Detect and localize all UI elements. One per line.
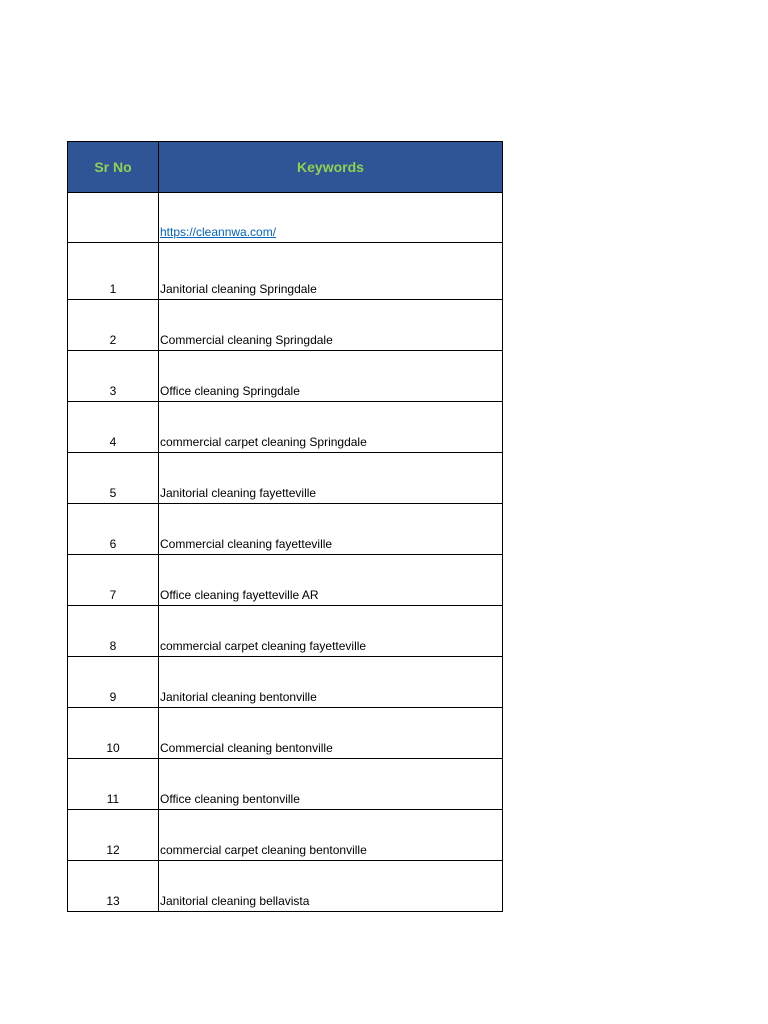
table-row <box>68 606 503 657</box>
sr-cell: 10 <box>68 708 159 759</box>
header-sr-no: Sr No <box>68 142 159 193</box>
site-url-link[interactable]: https://cleannwa.com/ <box>160 225 277 239</box>
table-row <box>68 402 503 453</box>
sr-cell: 8 <box>68 606 159 657</box>
table-row <box>68 351 503 402</box>
keyword-cell: Commercial cleaning bentonville <box>159 708 503 759</box>
sr-cell: 7 <box>68 555 159 606</box>
keyword-cell: commercial carpet cleaning Springdale <box>159 402 503 453</box>
header-row <box>68 142 503 193</box>
keyword-cell: Janitorial cleaning Springdale <box>159 243 503 300</box>
sr-cell: 2 <box>68 300 159 351</box>
sr-cell: 3 <box>68 351 159 402</box>
keyword-cell: Office cleaning Springdale <box>159 351 503 402</box>
table-row <box>68 861 503 912</box>
keyword-cell: commercial carpet cleaning fayetteville <box>159 606 503 657</box>
sr-cell: 9 <box>68 657 159 708</box>
url-row <box>68 193 503 243</box>
url-row-sr-cell <box>68 193 159 243</box>
keyword-cell: Janitorial cleaning bellavista <box>159 861 503 912</box>
keywords-table <box>67 141 503 912</box>
table-row <box>68 657 503 708</box>
sr-cell: 11 <box>68 759 159 810</box>
keyword-cell: Office cleaning bentonville <box>159 759 503 810</box>
table-row <box>68 810 503 861</box>
keyword-cell: Janitorial cleaning fayetteville <box>159 453 503 504</box>
table-row <box>68 504 503 555</box>
sr-cell: 5 <box>68 453 159 504</box>
sr-cell: 12 <box>68 810 159 861</box>
keyword-cell: commercial carpet cleaning bentonville <box>159 810 503 861</box>
table-row <box>68 300 503 351</box>
table-row <box>68 708 503 759</box>
sr-cell: 13 <box>68 861 159 912</box>
sr-cell: 6 <box>68 504 159 555</box>
sr-cell: 4 <box>68 402 159 453</box>
keyword-cell: Janitorial cleaning bentonville <box>159 657 503 708</box>
sr-cell: 1 <box>68 243 159 300</box>
header-keywords: Keywords <box>159 142 503 193</box>
keyword-cell: Commercial cleaning Springdale <box>159 300 503 351</box>
table-row <box>68 555 503 606</box>
keyword-cell: Commercial cleaning fayetteville <box>159 504 503 555</box>
url-row-link-cell <box>159 193 503 243</box>
table-row <box>68 453 503 504</box>
table-row <box>68 759 503 810</box>
table-row <box>68 243 503 300</box>
keyword-cell: Office cleaning fayetteville AR <box>159 555 503 606</box>
